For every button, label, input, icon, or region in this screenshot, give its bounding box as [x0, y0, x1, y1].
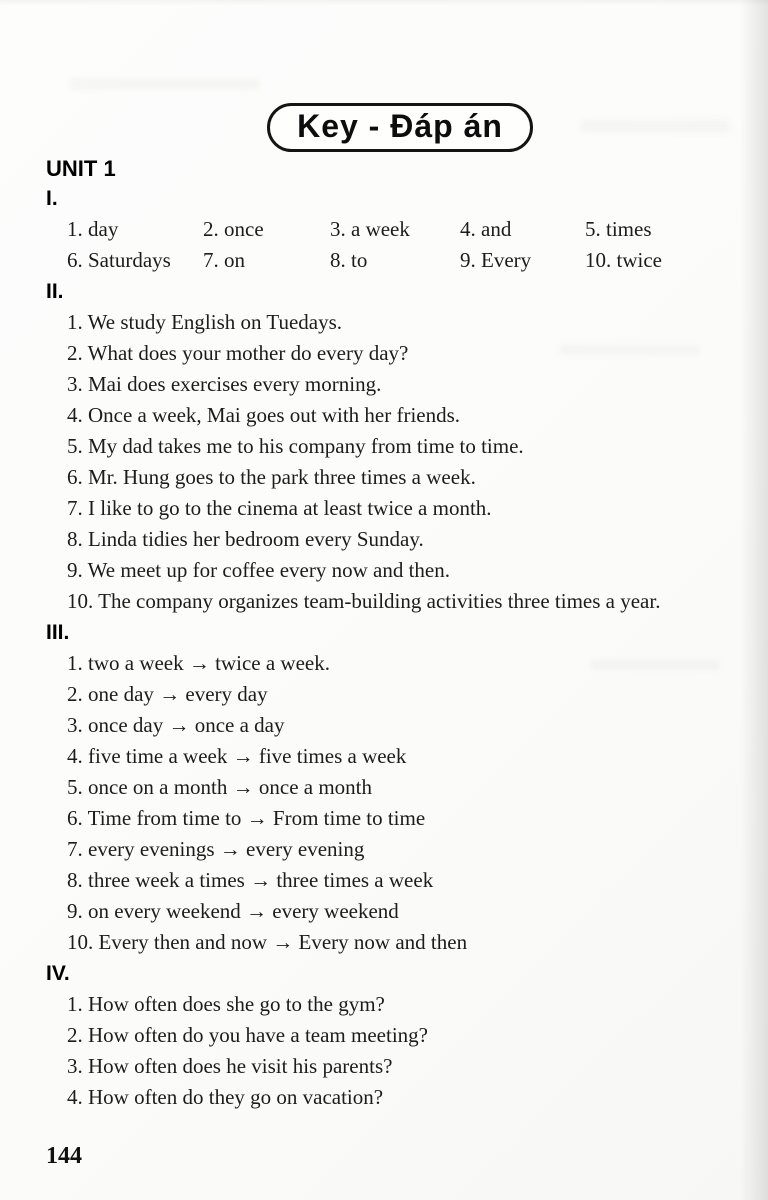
answer-line: 4. How often do they go on vacation? — [67, 1085, 384, 1109]
answer-cell: 10. twice — [585, 248, 662, 272]
page-number: 144 — [46, 1143, 82, 1169]
page-content — [46, 155, 750, 1113]
answer-line: 5. My dad takes me to his company from time to time. — [67, 434, 524, 458]
answer-line: 5. once on a month → once a month — [67, 775, 373, 799]
answer-line: 9. We meet up for coffee every now and then. — [67, 558, 450, 582]
answer-line: 10. The company organizes team-building activities three times a year. — [67, 589, 661, 613]
answer-line: 2. one day → every day — [67, 682, 268, 706]
answer-line: 2. How often do you have a team meeting? — [67, 1023, 428, 1047]
answer-line: 2. What does your mother do every day? — [67, 341, 409, 365]
page-title-badge — [267, 103, 533, 152]
scan-shadow-top — [0, 0, 768, 6]
answer-line: 4. Once a week, Mai goes out with her friends. — [67, 403, 461, 427]
section-ii-answer-list — [67, 307, 750, 617]
section-iv-answer-list — [67, 989, 750, 1113]
section-label-i: I. — [46, 187, 58, 210]
answer-cell: 2. once — [203, 217, 264, 241]
answer-cell: 1. day — [67, 217, 119, 241]
answer-cell: 5. times — [585, 217, 652, 241]
answer-cell: 9. Every — [460, 248, 532, 272]
section-i-answer-grid — [67, 214, 750, 276]
section-iii-answer-list — [67, 648, 750, 958]
answer-cell: 7. on — [203, 248, 245, 272]
answer-line: 1. We study English on Tuedays. — [67, 310, 343, 334]
answer-cell: 8. to — [330, 248, 368, 272]
answer-line: 3. Mai does exercises every morning. — [67, 372, 382, 396]
page-title: Key - Đáp án — [297, 108, 503, 144]
answer-line: 1. two a week → twice a week. — [67, 651, 330, 675]
answer-line: 8. three week a times → three times a week — [67, 868, 434, 892]
answer-line: 9. on every weekend → every weekend — [67, 899, 399, 923]
section-label-iii: III. — [46, 621, 70, 644]
answer-line: 1. How often does she go to the gym? — [67, 992, 385, 1016]
scan-artifact — [70, 78, 260, 90]
answer-line: 6. Time from time to → From time to time — [67, 806, 426, 830]
section-label-ii: II. — [46, 280, 64, 303]
answer-line: 7. every evenings → every evening — [67, 837, 365, 861]
answer-line: 3. once day → once a day — [67, 713, 285, 737]
section-label-iv: IV. — [46, 962, 70, 985]
unit-heading: UNIT 1 — [46, 156, 116, 181]
title-area — [0, 103, 768, 152]
answer-line: 6. Mr. Hung goes to the park three times a week. — [67, 465, 476, 489]
answer-cell: 3. a week — [330, 217, 410, 241]
answer-line: 10. Every then and now → Every now and then — [67, 930, 468, 954]
answer-line: 7. I like to go to the cinema at least twice a month. — [67, 496, 492, 520]
answer-line: 8. Linda tidies her bedroom every Sunday. — [67, 527, 424, 551]
answer-line: 4. five time a week → five times a week — [67, 744, 407, 768]
answer-cell: 6. Saturdays — [67, 248, 171, 272]
answer-line: 3. How often does he visit his parents? — [67, 1054, 393, 1078]
answer-cell: 4. and — [460, 217, 512, 241]
